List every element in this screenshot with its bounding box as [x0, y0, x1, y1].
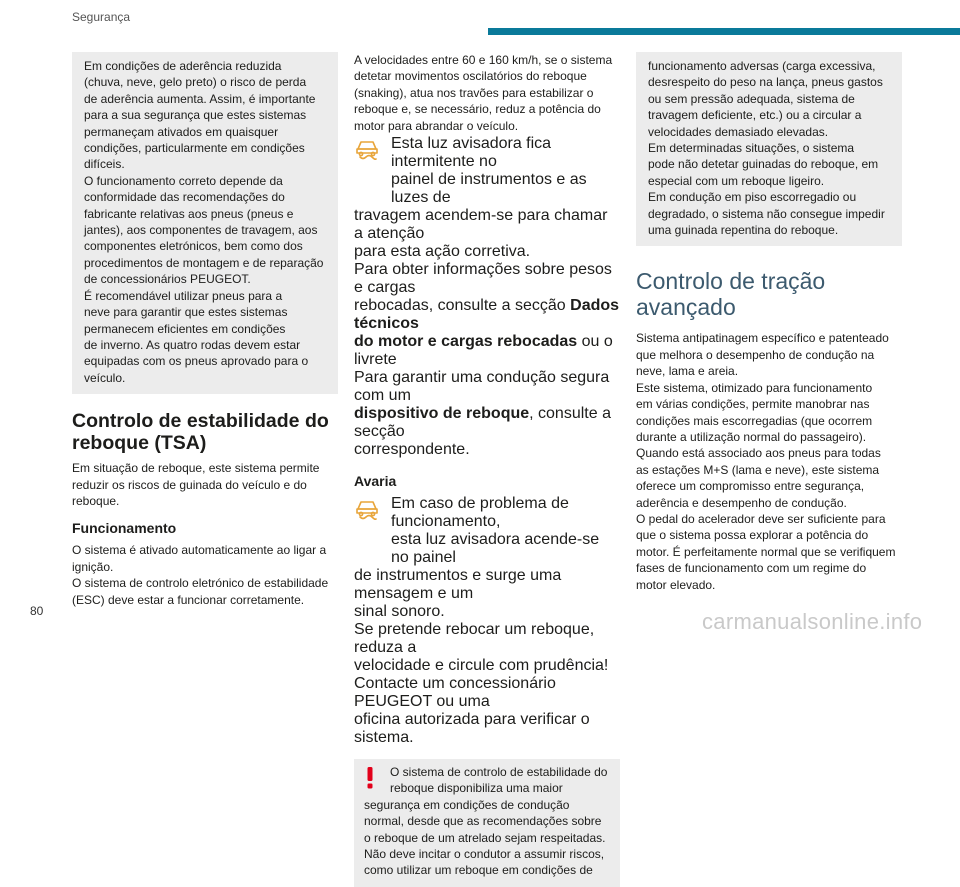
warning-lamp-paragraph: [354, 135, 620, 459]
speed-paragraph: [354, 52, 620, 134]
text-line: O sistema é ativado automaticamente ao ligar a: [72, 543, 327, 558]
text-line: O sistema de controlo de estabilidade do: [390, 765, 608, 780]
cross-reference: Dados técnicos: [354, 297, 620, 333]
text-line: fabricante relativas aos pneus (pneus e: [84, 206, 294, 221]
text-line: como utilizar um reboque em condições de: [364, 863, 593, 878]
text-line: reduzir os riscos de guinada do veículo e do: [72, 477, 307, 492]
title-line: Controlo de tração: [636, 268, 826, 295]
text-line: conformidade das recomendações do: [84, 190, 285, 205]
text-line: travagem acendem-se para chamar a atenção: [354, 207, 608, 243]
text-line: Contacte um concessionário PEUGEOT ou uma: [354, 675, 556, 711]
text-line: difíceis.: [84, 157, 125, 172]
watermark: carmanualsonline.info: [702, 609, 923, 634]
text-line: detetar movimentos oscilatórios do reboque: [354, 69, 587, 84]
trailer-stability-warning-icon: [354, 137, 380, 163]
text-line: [354, 297, 620, 333]
text-line: Em caso de problema de funcionamento,: [391, 495, 569, 531]
text-line: painel de instrumentos e as luzes de: [391, 171, 587, 207]
text-line: que melhora o desempenho de condução na: [636, 347, 875, 362]
warning-box-continued: [636, 52, 902, 246]
text-line: condições mais escorregadias (que ocorrem: [636, 413, 873, 428]
text-line: reboque e, se necessário, reduz a potência do: [354, 102, 601, 117]
text-line: Este sistema, otimizado para funcionamento: [636, 380, 873, 395]
text-fragment: ou o livrete: [354, 333, 613, 369]
text-line: motor elevado.: [636, 577, 716, 592]
warning-box: [354, 759, 620, 887]
text-line: normal, desde que as recomendações sobre: [364, 814, 602, 829]
text-line: Para obter informações sobre pesos e cargas: [354, 261, 612, 297]
column-2: [354, 52, 620, 887]
text-line: de aderência aumenta. Assim, é importante: [84, 91, 316, 106]
text-line: motor. É perfeitamente normal que se verifiquem: [636, 544, 896, 559]
text-line: componentes eletrónicos, bem como dos: [84, 239, 303, 254]
text-fragment: , consulte a secção: [354, 405, 611, 441]
page-number: 80: [30, 604, 44, 618]
text-line: durante a utilização normal do passageiro).: [636, 429, 867, 444]
text-line: Para garantir uma condução segura com um: [354, 369, 610, 405]
text-line: segurança em condições de condução: [364, 797, 570, 812]
text-line: Se pretende rebocar um reboque, reduza a: [354, 621, 595, 657]
text-line: Em determinadas situações, o sistema: [648, 141, 855, 156]
text-line: especial com um reboque ligeiro.: [648, 173, 825, 188]
text-line: equipadas com os pneus aprovado para o: [84, 354, 309, 369]
text-line: uma guinada repentina do reboque.: [648, 223, 839, 238]
text-line: de instrumentos e surge uma mensagem e um: [354, 567, 562, 603]
text-line: oferece um compromisso entre segurança,: [636, 479, 865, 494]
column-1: [72, 52, 338, 608]
text-line: neve para garantir que estes sistemas: [84, 305, 288, 320]
text-line: o reboque de um atrelado sejam respeitadas.: [364, 830, 606, 845]
text-line: velocidades demasiado elevadas.: [648, 124, 829, 139]
text-line: jantes), aos componentes de travagem, aos: [84, 223, 318, 238]
text-line: sinal sonoro.: [354, 603, 445, 621]
text-line: velocidade e circule com prudência!: [354, 657, 609, 675]
text-line: neve, lama e areia.: [636, 364, 739, 379]
text-line: em várias condições, permite manobrar nas: [636, 397, 870, 412]
text-line: ou sem pressão adequada, sistema de: [648, 91, 855, 106]
text-line: desrespeito do peso na lança, pneus gastos: [648, 75, 883, 90]
section-title-traction: [636, 268, 902, 320]
text-line: Em situação de reboque, este sistema permite: [72, 461, 320, 476]
avaria-heading: Avaria: [354, 473, 397, 490]
text-line: O pedal do acelerador deve ser suficiente para: [636, 511, 886, 526]
text-line: [354, 405, 620, 441]
text-line: Quando está associado aos pneus para todas: [636, 446, 881, 461]
cross-reference: dispositivo de reboque: [354, 405, 530, 423]
text-line: [354, 333, 620, 369]
text-line: fases de funcionamento com um regime do: [636, 561, 867, 576]
text-line: reboque disponibiliza uma maior: [390, 781, 563, 796]
text-line: pode não detetar guinadas do reboque, em: [648, 157, 879, 172]
text-line: Esta luz avisadora fica intermitente no: [391, 135, 552, 171]
text-line: funcionamento adversas (carga excessiva,: [648, 59, 876, 73]
adherence-note-box: [72, 52, 338, 394]
title-line: Controlo de estabilidade do: [72, 410, 329, 433]
text-line: O funcionamento correto depende da: [84, 173, 283, 188]
funcionamento-text: [72, 542, 338, 608]
header-accent-bar: [488, 28, 960, 35]
text-line: (snaking), atua nos travões para estabilizar o: [354, 85, 594, 100]
exclamation-icon: [366, 767, 374, 789]
text-line: (chuva, neve, gelo preto) o risco de perda: [84, 75, 307, 90]
funcionamento-heading: Funcionamento: [72, 520, 177, 537]
text-line: esta luz avisadora acende-se no painel: [391, 531, 600, 567]
text-fragment: rebocadas, consulte a secção: [354, 297, 566, 315]
text-line: procedimentos de montagem e de reparação: [84, 255, 324, 270]
text-line: para esta ação corretiva.: [354, 243, 531, 261]
text-line: permaneçam ativados em quaisquer: [84, 124, 279, 139]
text-line: (ESC) deve estar a funcionar corretamente.: [72, 592, 305, 607]
cross-reference: do motor e cargas rebocadas: [354, 333, 578, 351]
text-line: veículo.: [84, 370, 126, 385]
text-line: correspondente.: [354, 441, 470, 459]
text-line: motor para abrandar o veículo.: [354, 118, 519, 133]
text-line: Em condições de aderência reduzida: [84, 59, 282, 73]
text-line: condições, particularmente em condições: [84, 141, 305, 156]
text-line: reboque.: [72, 493, 120, 508]
text-line: Sistema antipatinagem específico e patenteado: [636, 331, 889, 346]
text-line: É recomendável utilizar pneus para a: [84, 288, 283, 303]
tsa-intro: [72, 460, 338, 509]
text-line: Em condução em piso escorregadio ou: [648, 190, 857, 205]
fault-lamp-paragraph: [354, 495, 620, 747]
text-line: que o sistema possa explorar a potência do: [636, 528, 869, 543]
section-title-tsa: [72, 410, 338, 454]
column-3: [636, 52, 902, 593]
title-line: reboque (TSA): [72, 432, 207, 455]
text-line: travagem deficiente, etc.) ou a circular a: [648, 108, 862, 123]
text-line: permanecem eficientes em condições: [84, 321, 286, 336]
title-line: avançado: [636, 294, 736, 321]
text-line: oficina autorizada para verificar o sistema.: [354, 711, 590, 747]
trailer-stability-warning-icon: [354, 497, 380, 523]
text-line: Não deve incitar o condutor a assumir riscos,: [364, 847, 605, 862]
running-header: Segurança: [72, 10, 131, 24]
text-line: de concessionários PEUGEOT.: [84, 272, 251, 287]
text-line: degradado, o sistema não consegue impedir: [648, 206, 885, 221]
text-line: as estações M+S (lama e neve), este sistema: [636, 462, 880, 477]
text-line: ignição.: [72, 559, 114, 574]
text-line: de inverno. As quatro rodas devem estar: [84, 337, 301, 352]
text-line: O sistema de controlo eletrónico de estabilidade: [72, 576, 329, 591]
text-line: aderência e desempenho de condução.: [636, 495, 847, 510]
traction-text: [636, 330, 902, 593]
text-line: A velocidades entre 60 e 160 km/h, se o sistema: [354, 53, 613, 67]
text-line: para a sua segurança que estes sistemas: [84, 108, 307, 123]
